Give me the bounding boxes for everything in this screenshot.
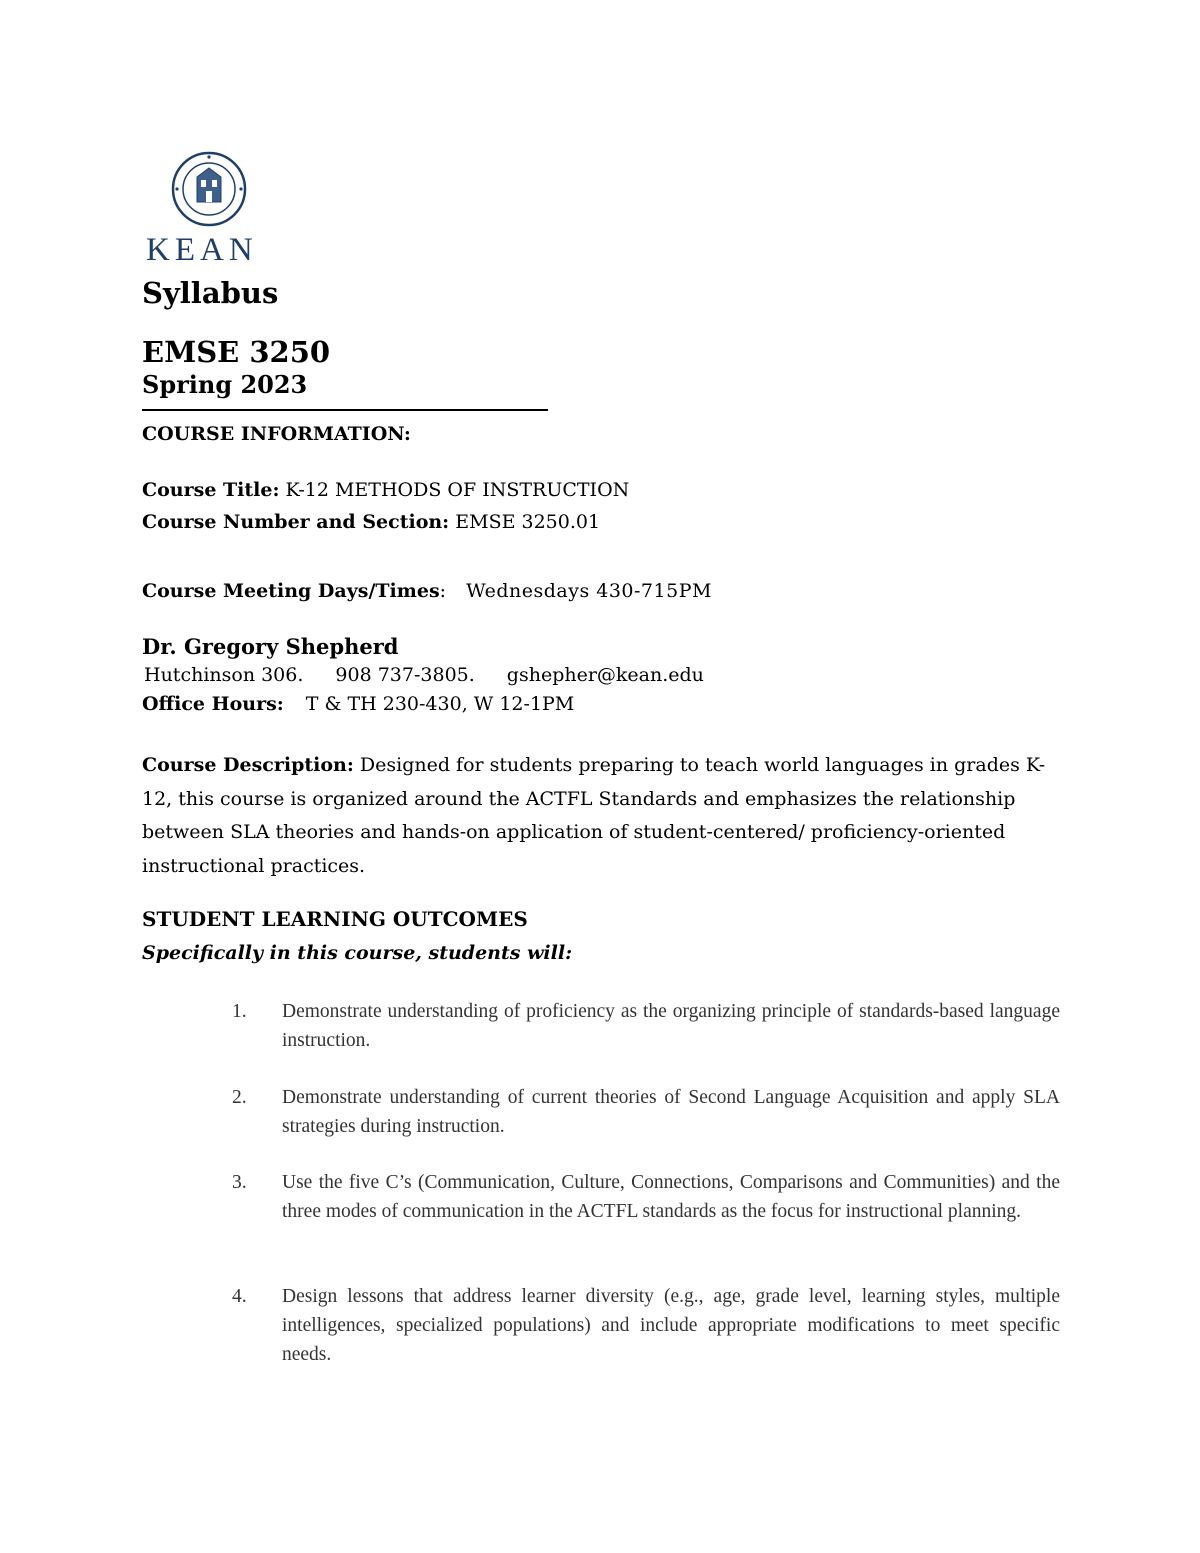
course-title-value: K-12 METHODS OF INSTRUCTION [285,479,630,501]
learning-outcomes-heading: STUDENT LEARNING OUTCOMES [142,907,528,931]
instructor-contact-line [144,664,704,686]
course-information-heading: COURSE INFORMATION: [142,423,411,445]
course-description-label: Course Description: [142,754,354,776]
course-number-value: EMSE 3250.01 [455,511,601,533]
outcome-item [232,1083,1060,1141]
course-description-text: Designed for students preparing to teach world languages in grades K-12, this course is organized around the ACTFL Standards and emphasizes the relationship between SLA theories and hands-on application of student-centered/ proficiency-oriented instructional practices. [142,754,1046,877]
course-number-line [142,511,600,533]
instructor-name: Dr. Gregory Shepherd [142,634,399,659]
outcome-number: 1. [232,1001,247,1022]
course-description [142,749,1067,883]
logo-wordmark: KEAN [146,232,258,268]
university-seal-icon [170,150,248,228]
outcome-number: 3. [232,1172,247,1193]
meeting-times-colon: : [439,580,447,602]
heading-divider [142,409,548,411]
course-title-label: Course Title: [142,479,280,501]
meeting-times-label: Course Meeting Days/Times [142,580,440,602]
office-hours-value: T & TH 230-430, W 12-1PM [305,693,575,715]
document-title: Syllabus [142,276,279,310]
outcome-text: Design lessons that address learner diversity (e.g., age, grade level, learning styles, multiple intelligences, specialized populations) and include appropriate modifications to meet specific needs. [282,1286,1060,1365]
meeting-times-value: Wednesdays 430-715PM [466,580,712,602]
outcome-item [232,1168,1060,1226]
outcome-text: Use the five C’s (Communication, Culture, Connections, Comparisons and Communities) and the three modes of communication in the ACTFL standards as the focus for instructional planning. [282,1172,1060,1222]
course-title-line [142,479,629,501]
learning-outcomes-intro: Specifically in this course, students will: [142,942,573,964]
outcome-number: 4. [232,1286,247,1307]
term: Spring 2023 [142,370,308,399]
outcome-text: Demonstrate understanding of proficiency as the organizing principle of standards-based language instruction. [282,1001,1060,1051]
course-number-label: Course Number and Section: [142,511,450,533]
outcome-item [232,997,1060,1055]
office-hours-line [142,693,574,715]
office-hours-label: Office Hours: [142,693,284,715]
instructor-email[interactable]: gshepher@kean.edu [506,664,704,686]
outcome-text: Demonstrate understanding of current theories of Second Language Acquisition and apply SLA strategies during instruction. [282,1087,1060,1137]
instructor-phone: 908 737-3805. [335,664,475,686]
outcome-number: 2. [232,1087,247,1108]
meeting-times-line [142,580,712,602]
kean-logo [142,150,267,268]
course-code: EMSE 3250 [142,335,331,369]
outcome-item [232,1282,1060,1369]
instructor-office: Hutchinson 306. [144,664,304,686]
